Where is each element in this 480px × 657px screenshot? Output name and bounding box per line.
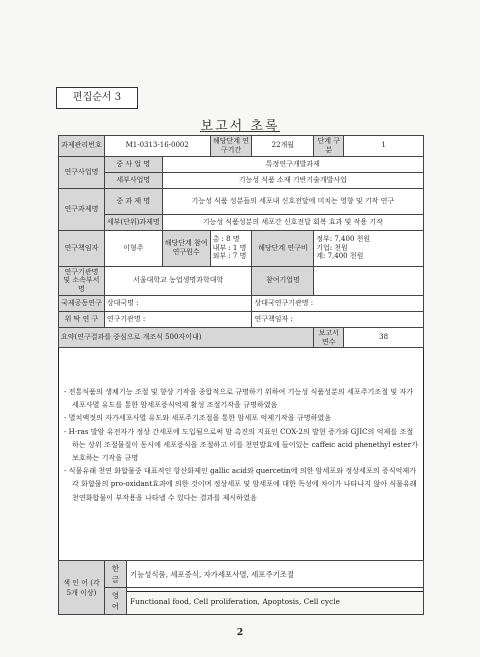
- gov-budget: 정부: 7,400 천원: [316, 234, 371, 243]
- abstract-item: - 전통식품의 생체기능 조절 및 향상 기작을 종합적으로 규명하기 위하여 기능성 식품성분의 세포주기조절 및 자가세포사멸 유도를 통한 암세포증식억제 활성 조절기작을 규명하였음: [64, 387, 414, 410]
- task-name-label: 연구과제명: [59, 188, 105, 230]
- sub-program: 기능성 식품 소재 기반기술개발사업: [162, 172, 423, 188]
- abstract-item: - H-ras 발암 유전자가 정상 간세포에 도입됨으로써 암 촉진의 지표인 COX-2의 발현 증가와 GJIC의 억제를 조절하는 상위 조절물질이 동시에 세포증식을 조절하고 이를 천연발효에 들어있는 caffeic acid phenethyl ester가 보호하는 기작을 규명: [64, 426, 418, 463]
- page-number: 2: [236, 628, 244, 638]
- period-label: 해당단계 연구기간: [210, 136, 252, 157]
- pi-label: 연구책임자: [59, 230, 105, 266]
- program-label: 연구사업명: [59, 156, 105, 188]
- pages-count: 38: [344, 327, 424, 348]
- pi-name: 이형주: [104, 230, 162, 266]
- stage-label: 단계 구분: [314, 136, 344, 157]
- summary-label: 요약(연구결과를 중심으로 개조식 500자이내): [59, 327, 314, 348]
- intl-org: 상대국연구기관명 :: [252, 295, 424, 311]
- abstract-body: [64, 385, 420, 504]
- abstract-item: - 식물유래 천연 화합물중 대표적인 항산화제인 gallic acid와 quercetin에 의한 암세포와 정상세포의 증식억제가 각 화합물의 pro-oxidant효과에 의한 것이며 정상세포 및 암세포에 대한 독성에 차이가 나타나지 않아 식물유래 천연화합물이 부작용을 나타낼 수 있다는 결과를 제시하였음: [64, 466, 417, 502]
- document-title: 보고서 초록: [200, 119, 280, 134]
- partner-label: 참여기업명: [252, 266, 314, 295]
- detail-task-label: 세부(단위)과제명: [104, 214, 162, 230]
- external-count: 외부 : 7 명: [212, 252, 247, 261]
- title-underline: [200, 131, 280, 132]
- company-budget: 기업: 천원: [316, 243, 348, 252]
- consign-pi: 연구책임자 :: [252, 311, 424, 327]
- consign-org: 연구기관명 :: [104, 311, 252, 327]
- major-task: 기능성 식품 성분들의 세포내 신호전달에 미치는 영향 및 기작 연구: [162, 188, 423, 214]
- report-info-table: [58, 135, 424, 348]
- researcher-counts: [210, 230, 252, 266]
- total-count: 총 : 8 명: [212, 234, 240, 243]
- sub-program-label: 세부사업명: [104, 172, 162, 188]
- keyword-table: [58, 560, 424, 615]
- keyword-ko-label: 한 글: [105, 561, 127, 588]
- pages-label: 보고서 면수: [314, 327, 344, 348]
- major-task-label: 중 과 제 명: [104, 188, 162, 214]
- consign-label: 위 탁 연 구: [59, 311, 105, 327]
- org-label: 연구기관명 및 소속부서명: [59, 266, 105, 295]
- period: 22개월: [252, 136, 314, 157]
- task-no-label: 과제관리번호: [59, 136, 105, 157]
- main-program: 특정연구개발과제: [162, 156, 423, 172]
- abstract-item: - 멸치액젓의 자가세포사멸 유도와 세포주기조절을 통한 암세포 억제기작을 규명하였음: [64, 413, 332, 423]
- intl-country: 상대국명 :: [104, 295, 252, 311]
- keyword-en: Functional food, Cell proliferation, Apoptosis, Cell cycle: [127, 588, 424, 615]
- budget-label: 해당단계 연구비: [252, 230, 314, 266]
- keyword-label: 색 인 어 (각 5개 이상): [59, 561, 105, 615]
- intl-label: 국제공동연구: [59, 295, 105, 311]
- main-program-label: 중 사 업 명: [104, 156, 162, 172]
- keyword-ko: 기능성식품, 세포증식, 자가세포사멸, 세포주기조절: [127, 561, 424, 588]
- researchers-label: 해당단계 참여연구원수: [162, 230, 210, 266]
- internal-count: 내부 : 1 명: [212, 243, 247, 252]
- sum-budget: 계: 7,400 천원: [316, 252, 364, 261]
- partner-name: [314, 266, 424, 295]
- org-name: 서울대학교 농업생명과학대학: [104, 266, 252, 295]
- edit-order-box: 편집순서 3: [56, 87, 138, 109]
- budget-values: [314, 230, 424, 266]
- stage: 1: [344, 136, 424, 157]
- keyword-en-label: 영 어: [105, 588, 127, 615]
- detail-task: 기능성 식품성분의 세포간 신호전달 회복 효과 및 작용 기작: [162, 214, 423, 230]
- task-no: M1-0313-16-0002: [104, 136, 210, 157]
